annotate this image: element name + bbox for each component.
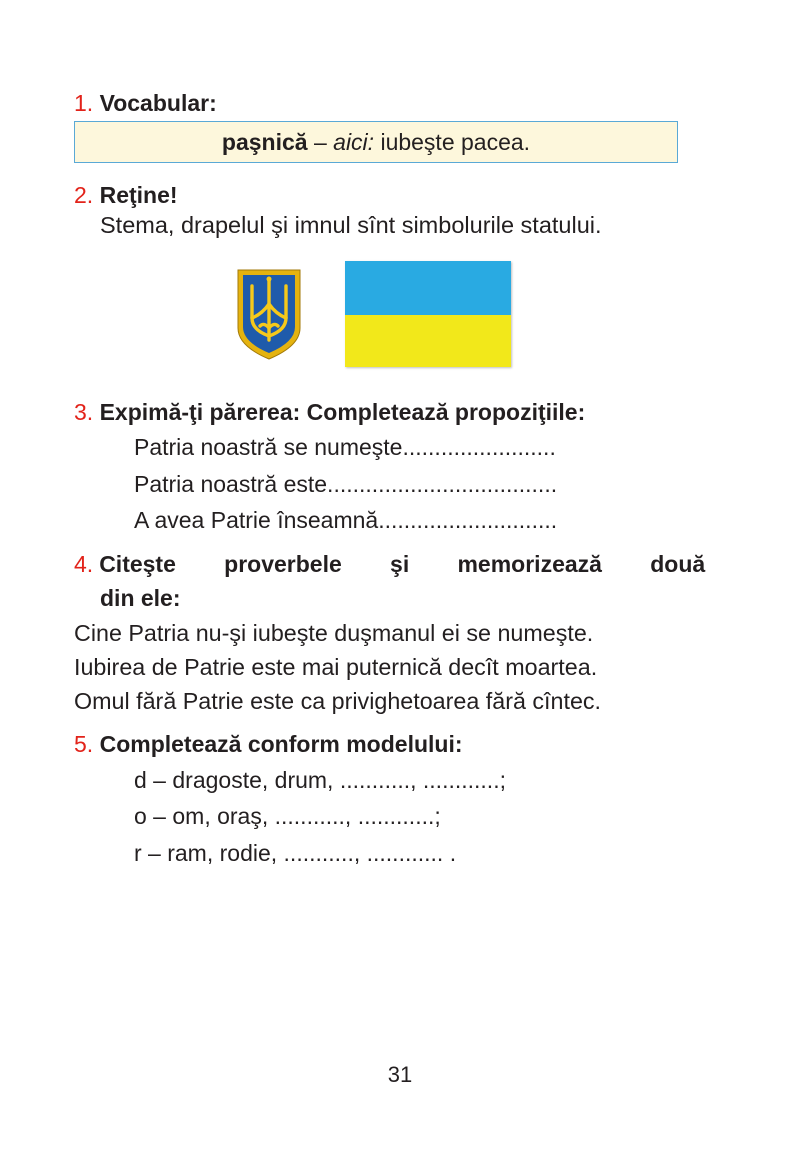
section-3-number: 3. <box>74 399 94 425</box>
section-4-title-line-1 <box>99 549 705 580</box>
heading-word: memorizează <box>457 551 602 577</box>
coat-of-arms-icon <box>234 266 304 362</box>
fill-in-line: A avea Patrie înseamnă............................ <box>134 507 558 533</box>
vocabulary-note: aici: <box>333 129 375 155</box>
model-line: r – ram, rodie, ..........., ............ . <box>134 840 457 866</box>
fill-in-line: Patria noastră este.................................... <box>134 471 558 497</box>
model-line: d – dragoste, drum, ..........., ............; <box>134 767 506 793</box>
ukrainian-flag <box>345 261 511 367</box>
section-4-title-line-2: din ele: <box>100 585 181 611</box>
heading-word: proverbele <box>224 551 342 577</box>
heading-word: două <box>650 551 706 577</box>
flag-bottom-stripe <box>345 315 511 367</box>
flag-top-stripe <box>345 261 511 315</box>
fill-in-line: Patria noastră se numeşte........................ <box>134 434 556 460</box>
section-2-title: Reţine! <box>99 182 178 208</box>
proverb-line: Iubirea de Patrie este mai puternică decît moartea. <box>74 654 598 680</box>
section-1-heading <box>74 88 684 119</box>
section-1-number: 1. <box>74 90 94 116</box>
section-4-number: 4. <box>74 551 94 577</box>
section-4-heading <box>74 549 714 580</box>
vocabulary-term: paşnică <box>221 129 308 155</box>
section-2-text: Stema, drapelul şi imnul sînt simbolurile statului. <box>100 212 602 238</box>
section-5-title: Completează conform modelului: <box>99 731 463 757</box>
heading-word: Citeşte <box>99 551 176 577</box>
proverb-line: Omul fără Patrie este ca privighetoarea fără cîntec. <box>74 688 602 714</box>
section-5-number: 5. <box>74 731 94 757</box>
proverb-line: Cine Patria nu-şi iubeşte duşmanul ei se numeşte. <box>74 620 594 646</box>
section-2-number: 2. <box>74 182 94 208</box>
model-line: o – om, oraş, ..........., ............; <box>134 803 441 829</box>
vocabulary-definition: iubeşte pacea. <box>374 129 531 155</box>
section-2-heading <box>74 180 684 211</box>
heading-word: şi <box>390 551 410 577</box>
section-5-heading <box>74 729 684 760</box>
section-3-heading <box>74 397 714 428</box>
page-number: 31 <box>387 1062 413 1087</box>
vocabulary-box <box>74 121 678 163</box>
section-3-title: Expimă-ţi părerea: Completează propoziţiile: <box>99 399 586 425</box>
vocabulary-dash: – <box>307 129 334 155</box>
section-1-title: Vocabular: <box>99 90 217 116</box>
